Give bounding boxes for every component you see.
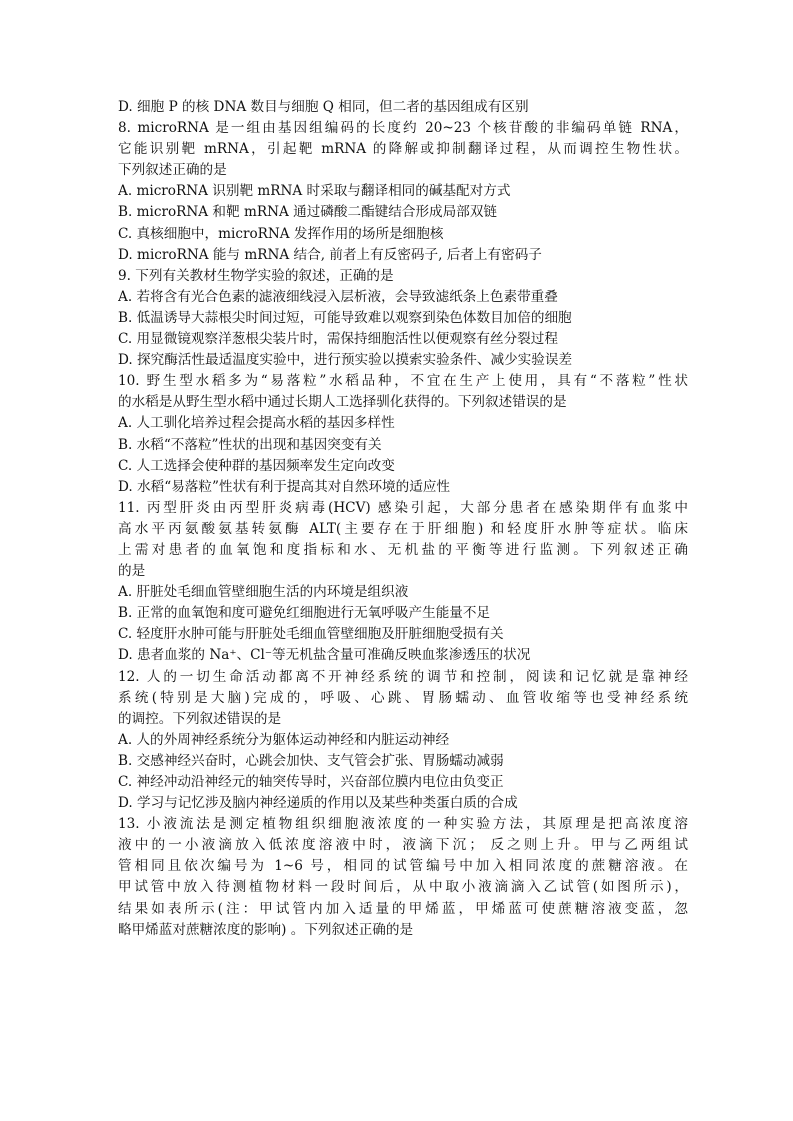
text-line: 9. 下列有关教材生物学实验的叙述，正确的是 <box>118 267 394 284</box>
text-line: A. 若将含有光合色素的滤液细线浸入层析液，会导致滤纸条上色素带重叠 <box>118 288 558 305</box>
text-line: D. 水稻“易落粒”性状有利于提高其对自然环境的适应性 <box>118 478 451 495</box>
document-page <box>118 97 688 941</box>
text-line: B. microRNA 和靶 mRNA 通过磷酸二酯键结合形成局部双链 <box>118 204 498 221</box>
text-line: 它能识别靶 mRNA，引起靶 mRNA 的降解或抑制翻译过程，从而调控生物性状。 <box>118 141 688 158</box>
text-line: 结果如表所示(注：甲试管内加入适量的甲烯蓝，甲烯蓝可使蔗糖溶液变蓝，忽 <box>118 900 688 917</box>
text-line: A. 人工驯化培养过程会提高水稻的基因多样性 <box>118 415 395 432</box>
text-line: A. microRNA 识别靶 mRNA 时采取与翻译相同的碱基配对方式 <box>118 183 511 200</box>
text-line: B. 交感神经兴奋时，心跳会加快、支气管会扩张、胃肠蠕动减弱 <box>118 752 504 769</box>
text-line: A. 人的外周神经系统分为躯体运动神经和内脏运动神经 <box>118 731 450 748</box>
text-line: C. 真核细胞中，microRNA 发挥作用的场所是细胞核 <box>118 225 444 242</box>
text-line: 系统(特别是大脑)完成的，呼吸、心跳、胃肠蠕动、血管收缩等也受神经系统 <box>118 689 688 706</box>
text-line: 高水平丙氨酸氨基转氨酶 ALT(主要存在于肝细胞) 和轻度肝水肿等症状。临床 <box>118 520 688 537</box>
text-line: C. 用显微镜观察洋葱根尖装片时，需保持细胞活性以便观察有丝分裂过程 <box>118 331 558 348</box>
text-line: 的调控。下列叙述错误的是 <box>118 710 282 727</box>
text-line: 11. 丙型肝炎由丙型肝炎病毒(HCV) 感染引起，大部分患者在感染期伴有血浆中 <box>118 499 688 516</box>
text-line: C. 人工选择会使种群的基因频率发生定向改变 <box>118 457 395 474</box>
text-line: 10. 野生型水稻多为“易落粒”水稻品种，不宜在生产上使用，具有“不落粒”性状 <box>118 373 688 390</box>
text-line: 上需对患者的血氧饱和度指标和水、无机盐的平衡等进行监测。下列叙述正确 <box>118 541 688 558</box>
text-line: D. 学习与记忆涉及脑内神经递质的作用以及某些种类蛋白质的合成 <box>118 795 518 812</box>
text-line: B. 水稻“不落粒”性状的出现和基因突变有关 <box>118 436 382 453</box>
text-line: 13. 小液流法是测定植物组织细胞液浓度的一种实验方法，其原理是把高浓度溶 <box>118 816 688 833</box>
text-line: C. 神经冲动沿神经元的轴突传导时，兴奋部位膜内电位由负变正 <box>118 774 504 790</box>
text-line: D. microRNA 能与 mRNA 结合, 前者上有反密码子, 后者上有密码子 <box>118 246 542 263</box>
text-line: 甲试管中放入待测植物材料一段时间后，从中取小液滴滴入乙试管(如图所示)， <box>118 879 688 896</box>
text-line: 的水稻是从野生型水稻中通过长期人工选择驯化获得的。下列叙述错误的是 <box>118 394 567 411</box>
text-line: D. 患者血浆的 Na⁺、Cl⁻等无机盐含量可准确反映血浆渗透压的状况 <box>118 647 531 664</box>
text-line: D. 探究酶活性最适温度实验中，进行预实验以摸索实验条件、减少实验误差 <box>118 352 573 369</box>
text-line: 液中的一小液滴放入低浓度溶液中时，液滴下沉； 反之则上升。甲与乙两组试 <box>118 837 688 854</box>
text-line: 略甲烯蓝对蔗糖浓度的影响) 。下列叙述正确的是 <box>118 921 414 938</box>
text-line: 8. microRNA 是一组由基因组编码的长度约 20~23 个核苷酸的非编码单链 RNA， <box>118 120 688 137</box>
text-line: 管相同且依次编号为 1~6 号，相同的试管编号中加入相同浓度的蔗糖溶液。在 <box>118 858 688 875</box>
text-line: B. 正常的血氧饱和度可避免红细胞进行无氧呼吸产生能量不足 <box>118 605 491 622</box>
text-line: C. 轻度肝水肿可能与肝脏处毛细血管壁细胞及肝脏细胞受损有关 <box>118 626 504 643</box>
text-line: B. 低温诱导大蒜根尖时间过短，可能导致难以观察到染色体数目加倍的细胞 <box>118 309 572 326</box>
text-line: 下列叙述正确的是 <box>118 162 227 179</box>
text-line: D. 细胞 P 的核 DNA 数目与细胞 Q 相同，但二者的基因组成有区别 <box>118 99 529 115</box>
text-line: 的是 <box>118 563 146 580</box>
text-line: 12. 人的一切生命活动都离不开神经系统的调节和控制，阅读和记忆就是靠神经 <box>118 668 688 685</box>
text-line: A. 肝脏处毛细血管壁细胞生活的内环境是组织液 <box>118 584 409 601</box>
